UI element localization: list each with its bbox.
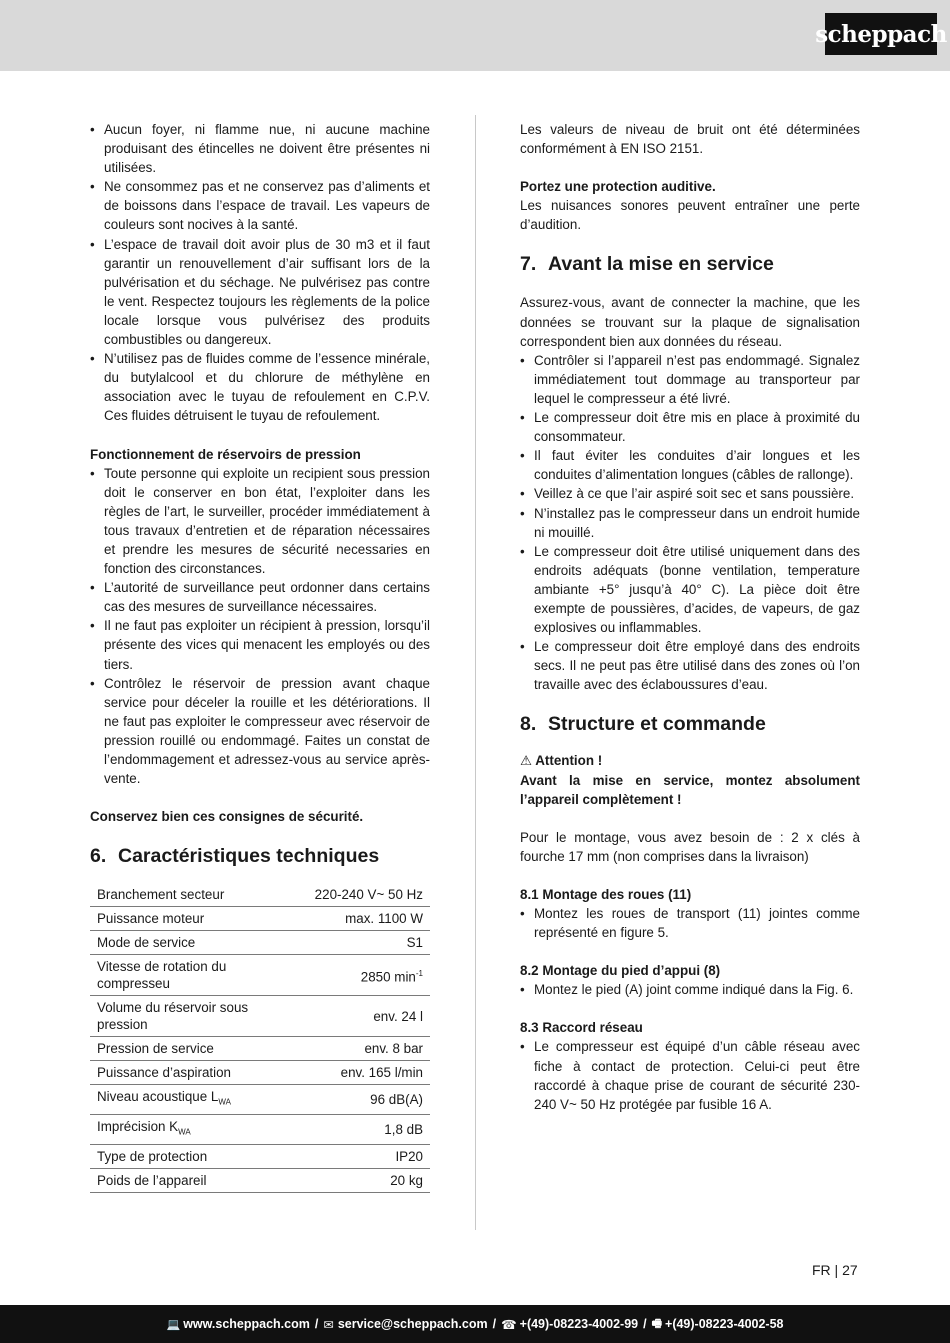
list-item: • Le compresseur est équipé d’un câble réseau avec fiche à contact de protection. Celui-ci peut être raccordé à chaque prise de courant de sécurité 230-240 V~ 50 Hz protégée par fusible 16 A. bbox=[520, 1037, 860, 1113]
list-item: • Veillez à ce que l’air aspiré soit sec et sans poussière. bbox=[520, 484, 860, 503]
attention-text: Avant la mise en service, montez absolument l’appareil complètement ! bbox=[520, 772, 860, 807]
list-item: • Contrôlez le réservoir de pression avant chaque service pour déceler la rouille et les détériorations. Il ne faut pas exploiter le compresseur avec réservoir de pression rouillé ou endommagé. Faites un constat de l’endommagement et adressez-vous au service après-vente. bbox=[90, 674, 430, 789]
computer-icon: 💻 bbox=[166, 1318, 181, 1331]
pressure-bullet-list bbox=[90, 464, 430, 789]
list-item: • Toute personne qui exploite un recipient sous pression doit le conserver en bon état, l’exploiter dans les règles de l’art, le surveiller, procéder immédiatement à tous travaux d’entretien et de réparation nécessaires et prendre les mesures de sécurité necessaries en fonction des circonstances. bbox=[90, 464, 430, 579]
table-row: Mode de service S1 bbox=[90, 931, 430, 955]
hearing-protection-heading: Portez une protection auditive. bbox=[520, 179, 716, 195]
safety-bullet-list bbox=[90, 120, 430, 426]
table-row: Type de protection IP20 bbox=[90, 1144, 430, 1168]
section-7-heading: 7. Avant la mise en service bbox=[520, 253, 774, 276]
list-item: • N’installez pas le compresseur dans un endroit humide ni mouillé. bbox=[520, 504, 860, 542]
warning-icon: ⚠ bbox=[520, 753, 533, 769]
list-item: • Il ne faut pas exploiter un récipient à pression, lorsqu’il présente des vices qui menacent les employés ou des tiers. bbox=[90, 616, 430, 673]
list-item: • Le compresseur doit être utilisé uniquement dans des endroits adéquats (bonne ventilation, temperature ambiante +5° jusqu’à 40° C). La pièce doit être exempte de poussières, d’acides, de vapeurs, de gaz explosives ou inflammables. bbox=[520, 542, 860, 637]
list-item: • Montez les roues de transport (11) jointes comme représenté en figure 5. bbox=[520, 904, 860, 942]
list-item: • Il faut éviter les conduites d’air longues et les conduites d’alimentation longues (câbles de rallonge). bbox=[520, 446, 860, 484]
fax-icon: 🖷 bbox=[651, 1317, 663, 1330]
table-row: Poids de l’appareil 20 kg bbox=[90, 1168, 430, 1192]
service-email-link[interactable]: service@scheppach.com bbox=[337, 1317, 488, 1331]
pressure-vessel-heading: Fonctionnement de réservoirs de pression bbox=[90, 446, 361, 462]
phone-number: +(49)-08223-4002-99 bbox=[519, 1317, 639, 1331]
hearing-protection-text: Les nuisances sonores peuvent entraîner une perte d’audition. bbox=[520, 198, 860, 233]
list-item: • Le compresseur doit être employé dans des endroits secs. Il ne peut pas être utilisé dans des zones où l’on travaille avec des éclaboussures d’eau. bbox=[520, 637, 860, 694]
list-item: • L’autorité de surveillance peut ordonner dans certains cas des mesures de surveillance nécessaires. bbox=[90, 578, 430, 616]
table-row: Branchement secteur 220-240 V~ 50 Hz bbox=[90, 883, 430, 907]
tools-text: Pour le montage, vous avez besoin de : 2 x clés à fourche 17 mm (non comprises dans la livraison) bbox=[520, 829, 860, 864]
list-item: • Montez le pied (A) joint comme indiqué dans la Fig. 6. bbox=[520, 980, 860, 999]
section-7-intro: Assurez-vous, avant de connecter la machine, que les données se trouvant sur la plaque de signalisation correspondent bien aux données du réseau. bbox=[520, 295, 860, 349]
website-link[interactable]: www.scheppach.com bbox=[183, 1317, 310, 1331]
table-row: Imprécision $K_{WA}$ 1,8 dB bbox=[90, 1114, 430, 1144]
list-item: • Aucun foyer, ni flamme nue, ni aucune machine produisant des étincelles ne doivent être présentes ni utilisées. bbox=[90, 120, 430, 177]
table-row: Puissance d’aspiration env. 165 l/min bbox=[90, 1061, 430, 1085]
section-8-3-heading: 8.3 Raccord réseau bbox=[520, 1020, 643, 1036]
list-item: • Contrôler si l’appareil n’est pas endommagé. Signalez immédiatement tout dommage au transporteur par lequel le compresseur a été livré. bbox=[520, 351, 860, 408]
table-row: Niveau acoustique $L_{WA}$ 96 dB(A) bbox=[90, 1085, 430, 1115]
phone-icon: ☎ bbox=[501, 1317, 517, 1332]
fax-number: +(49)-08223-4002-58 bbox=[665, 1317, 784, 1331]
right-column bbox=[520, 120, 860, 1114]
list-item: • Le compresseur doit être mis en place à proximité du consommateur. bbox=[520, 408, 860, 446]
left-column bbox=[90, 120, 430, 1193]
column-divider bbox=[475, 115, 476, 1230]
section-8-2-heading: 8.2 Montage du pied d’appui (8) bbox=[520, 963, 721, 979]
table-row: Puissance moteur max. 1100 W bbox=[90, 907, 430, 931]
section-6-heading: 6. Caractéristiques techniques bbox=[90, 845, 380, 868]
table-row: Volume du réservoir sous pression env. 24 l bbox=[90, 996, 430, 1037]
section-8-1-heading: 8.1 Montage des roues (11) bbox=[520, 886, 692, 902]
section-8-heading: 8. Structure et commande bbox=[520, 713, 766, 736]
table-row: Vitesse de rotation du compresseu 2850 $\min^{-1}$ bbox=[90, 955, 430, 996]
section-7-bullet-list bbox=[520, 351, 860, 695]
footer-contact-bar: 💻 www.scheppach.com / ✉ service@scheppach.com / ☎ +(49)-08223-4002-99 / 🖷 +(49)-08223-4002-58 bbox=[0, 1305, 950, 1343]
list-item: • L’espace de travail doit avoir plus de 30 m3 et il faut garantir un renouvellement d’air suffisant lors de la pulvérisation et du séchage. Ne pulvérisez pas contre le vent. Respectez toujours les règlements de la police locale lorsque vous pulvérisez des produits combustibles ou dangereux. bbox=[90, 235, 430, 350]
list-item: • Ne consommez pas et ne conservez pas d’aliments et de boissons dans l’espace de travail. Les vapeurs de couleurs sont nocives à la santé. bbox=[90, 177, 430, 234]
header-band bbox=[0, 0, 950, 71]
noise-level-text: Les valeurs de niveau de bruit ont été déterminées conformément à EN ISO 2151. bbox=[520, 122, 860, 157]
technical-specs-table bbox=[90, 883, 430, 1192]
mail-icon: ✉ bbox=[323, 1317, 334, 1332]
table-row: Pression de service env. 8 bar bbox=[90, 1037, 430, 1061]
attention-heading: ⚠ Attention ! bbox=[520, 753, 603, 769]
page-number: FR | 27 bbox=[812, 1262, 858, 1278]
scheppach-logo: scheppach bbox=[825, 13, 937, 55]
keep-instructions-note: Conservez bien ces consignes de sécurité. bbox=[90, 809, 364, 825]
list-item: • N’utilisez pas de fluides comme de l’essence minérale, du butylalcool et du chlorure de méthylène en association avec le tuyau de refoulement en C.P.V. Ces fluides détruisent le tuyau de refoulement. bbox=[90, 349, 430, 425]
